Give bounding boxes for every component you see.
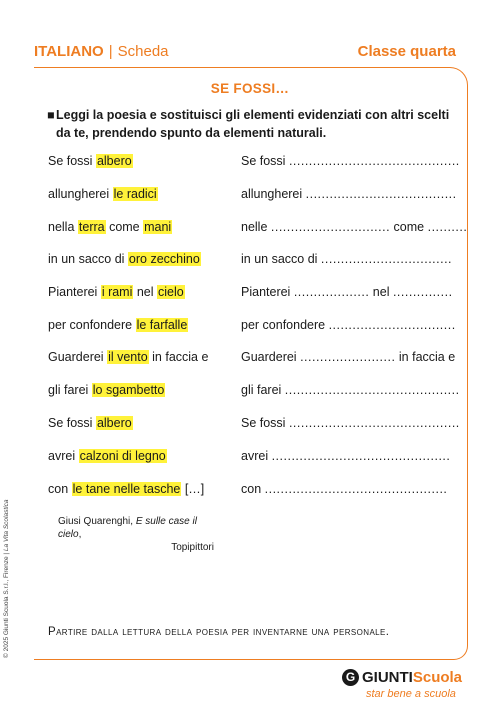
poem-text: nel <box>133 285 158 299</box>
poem-text: nella <box>48 220 78 234</box>
logo-wordmark <box>362 669 462 686</box>
poem-text: Pianterei <box>48 285 101 299</box>
fill-blank[interactable]: ............................................ <box>284 383 460 397</box>
poem-text: come <box>105 220 144 234</box>
poem-text: Se fossi <box>48 154 96 168</box>
blank-text: Se fossi <box>241 154 289 168</box>
poem-text: […] <box>181 482 205 496</box>
blank-text: in un sacco di <box>241 252 321 266</box>
poem-line-3 <box>48 220 172 234</box>
subject-label: ITALIANO <box>34 43 104 60</box>
highlighted-word: albero <box>96 154 132 168</box>
author-name: Giusi Quarenghi, <box>58 516 136 527</box>
poem-line-2 <box>48 187 158 201</box>
poem-text: Guarderei <box>48 350 108 364</box>
bullet-icon: ■ <box>47 108 55 122</box>
poem-line-6 <box>48 318 188 332</box>
poem-text: in un sacco di <box>48 252 128 266</box>
poem-text: Se fossi <box>48 416 96 430</box>
highlighted-word: albero <box>96 416 132 430</box>
poem-line-4 <box>48 252 201 266</box>
publisher-name: Topipittori <box>171 542 214 553</box>
blank-text: Pianterei <box>241 285 294 299</box>
highlighted-word: terra <box>78 220 105 234</box>
poem-line-1 <box>48 154 133 168</box>
blank-line-7 <box>241 350 455 364</box>
blank-text: nel <box>369 285 393 299</box>
logo-tagline: star bene a scuola <box>366 688 456 700</box>
fill-blank[interactable]: ........................ <box>300 350 396 364</box>
blank-text: per confondere <box>241 318 329 332</box>
blank-text: come <box>390 220 428 234</box>
blank-line-4 <box>241 252 452 266</box>
page-title: SE FOSSI… <box>210 81 290 96</box>
fill-blank[interactable]: ................................ <box>328 318 456 332</box>
instruction-text: Leggi la poesia e sostituisci gli elementi evidenziati con altri scelti da te, prendendo spunto da elementi naturali. <box>56 108 450 140</box>
giunti-logo-icon: G <box>342 669 359 686</box>
fill-blank[interactable]: .............................................. <box>264 482 448 496</box>
poem-attribution <box>58 515 214 554</box>
logo-part-2: Scuola <box>412 669 463 686</box>
poem-text: in faccia e <box>148 350 209 364</box>
sheet-type-label: Scheda <box>117 43 169 60</box>
poem-text: per confondere <box>48 318 136 332</box>
fill-blank[interactable]: ........................................... <box>288 416 460 430</box>
fill-blank[interactable]: .............................. <box>270 220 391 234</box>
highlighted-word: mani <box>144 220 172 234</box>
highlighted-word: cielo <box>158 285 184 299</box>
poem-text: gli farei <box>48 383 92 397</box>
highlighted-word: lo sgambetto <box>92 383 165 397</box>
blank-text: in faccia e <box>395 350 456 364</box>
magazine-name: La Vita Scolastica <box>3 499 10 552</box>
highlighted-word: le tane nelle tasche <box>72 482 181 496</box>
logo-part-1: GIUNTI <box>362 669 413 686</box>
poem-line-9 <box>48 416 133 430</box>
highlighted-word: il vento <box>108 350 148 364</box>
poem-text: con <box>48 482 72 496</box>
blank-line-1 <box>241 154 460 168</box>
giunti-scuola-logo <box>342 668 472 708</box>
attribution-comma: , <box>78 529 82 540</box>
blank-text: gli farei <box>241 383 285 397</box>
blank-text: Se fossi <box>241 416 289 430</box>
highlighted-word: oro zecchino <box>128 252 200 266</box>
copyright-text: © 2025 Giunti Scuola S.r.l., Firenze | <box>3 551 10 658</box>
work-title: E sulle case il cielo <box>58 516 197 540</box>
closing-instruction: Partire dalla lettura della poesia per inventarne una personale. <box>48 626 390 638</box>
highlighted-word: calzoni di legno <box>79 449 166 463</box>
blank-line-3 <box>241 220 467 234</box>
blank-text: nelle <box>241 220 271 234</box>
poem-line-8 <box>48 383 165 397</box>
fill-blank[interactable]: ...................................... <box>305 187 457 201</box>
copyright-notice <box>3 500 10 658</box>
blank-line-5 <box>241 285 453 299</box>
fill-blank[interactable]: ................... <box>293 285 370 299</box>
blank-line-2 <box>241 187 457 201</box>
highlighted-word: le farfalle <box>136 318 188 332</box>
fill-blank[interactable]: ................................. <box>320 252 453 266</box>
poem-line-7 <box>48 350 208 364</box>
blank-line-10 <box>241 449 450 463</box>
blank-line-9 <box>241 416 460 430</box>
blank-text: Guarderei <box>241 350 301 364</box>
grade-label: Classe quarta <box>357 43 456 60</box>
fill-blank[interactable]: ........................................... <box>288 154 460 168</box>
poem-text: avrei <box>48 449 79 463</box>
blank-text: con <box>241 482 265 496</box>
blank-text: allungherei <box>241 187 306 201</box>
blank-text: avrei <box>241 449 272 463</box>
poem-line-11 <box>48 482 204 496</box>
blank-line-8 <box>241 383 460 397</box>
poem-text: allungherei <box>48 187 113 201</box>
highlighted-word: i rami <box>101 285 133 299</box>
fill-blank[interactable]: ............... <box>392 285 453 299</box>
poem-line-5 <box>48 285 185 299</box>
blank-line-11 <box>241 482 447 496</box>
fill-blank[interactable]: .......... <box>427 220 468 234</box>
blank-line-6 <box>241 318 456 332</box>
poem-line-10 <box>48 449 167 463</box>
fill-blank[interactable]: ............................................. <box>271 449 451 463</box>
instruction <box>47 106 457 142</box>
header-subject <box>34 43 169 60</box>
header-separator: | <box>108 43 113 60</box>
highlighted-word: le radici <box>113 187 157 201</box>
